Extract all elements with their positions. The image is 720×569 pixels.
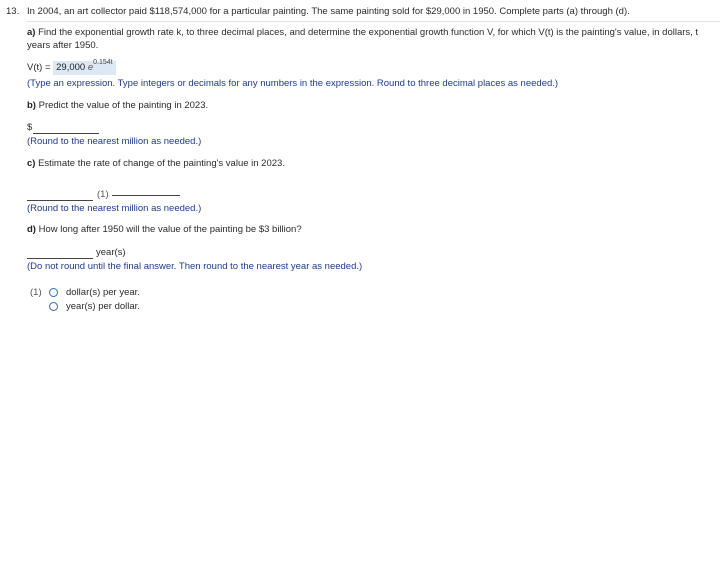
part-b-label: b) [27, 100, 36, 111]
choices-marker: (1) [30, 287, 42, 298]
part-a-label: a) [27, 27, 36, 38]
part-d-unit: year(s) [96, 247, 126, 258]
part-d-label: d) [27, 224, 36, 235]
choice-radio-1[interactable] [49, 288, 58, 297]
part-a-answer-base: e [87, 62, 94, 73]
part-d-hint: (Do not round until the final answer. Then round to the nearest year as needed.) [27, 261, 363, 272]
part-c-answer-input[interactable] [27, 200, 93, 201]
part-b-text: Predict the value of the painting in 2023. [38, 100, 209, 111]
part-b-dollar-sign: $ [27, 122, 33, 133]
question-text: In 2004, an art collector paid $118,574,000 for a particular painting. The same painting sold for $29,000 in 1950. Complete parts (a) through (d). [27, 6, 630, 17]
choice-radio-2[interactable] [49, 302, 58, 311]
part-b-answer-input[interactable] [33, 133, 99, 134]
choice-label-2[interactable]: year(s) per dollar. [66, 301, 140, 312]
part-b-hint: (Round to the nearest million as needed.) [27, 136, 202, 147]
part-c-prompt [27, 158, 285, 169]
part-d-prompt [27, 224, 302, 235]
question-number: 13. [6, 6, 20, 17]
part-c-text: Estimate the rate of change of the painting's value in 2023. [38, 158, 285, 169]
part-a-answer-row [27, 61, 116, 75]
part-a-answer-field[interactable] [53, 61, 115, 75]
question-divider [27, 21, 720, 22]
part-a-answer-exponent: 0.154t [93, 59, 113, 66]
part-c-hint: (Round to the nearest million as needed.) [27, 203, 202, 214]
part-a-answer-coef: 29,000 [56, 62, 86, 73]
part-a-lhs: V(t) = [27, 62, 51, 73]
part-c-dropdown-marker: (1) [97, 189, 109, 200]
part-d-text: How long after 1950 will the value of the painting be $3 billion? [38, 224, 302, 235]
part-a-prompt [27, 27, 707, 52]
part-a-hint: (Type an expression. Type integers or decimals for any numbers in the expression. Round to three decimal places as needed.) [27, 78, 559, 89]
part-a-text: Find the exponential growth rate k, to three decimal places, and determine the exponential growth function V, for which V(t) is the painting's value, in dollars, t years after 1950. [27, 27, 699, 51]
part-c-label: c) [27, 158, 36, 169]
part-b-prompt [27, 100, 208, 111]
choice-label-1[interactable]: dollar(s) per year. [66, 287, 140, 298]
part-d-answer-input[interactable] [27, 258, 93, 259]
part-c-units-dropdown[interactable] [112, 195, 180, 196]
